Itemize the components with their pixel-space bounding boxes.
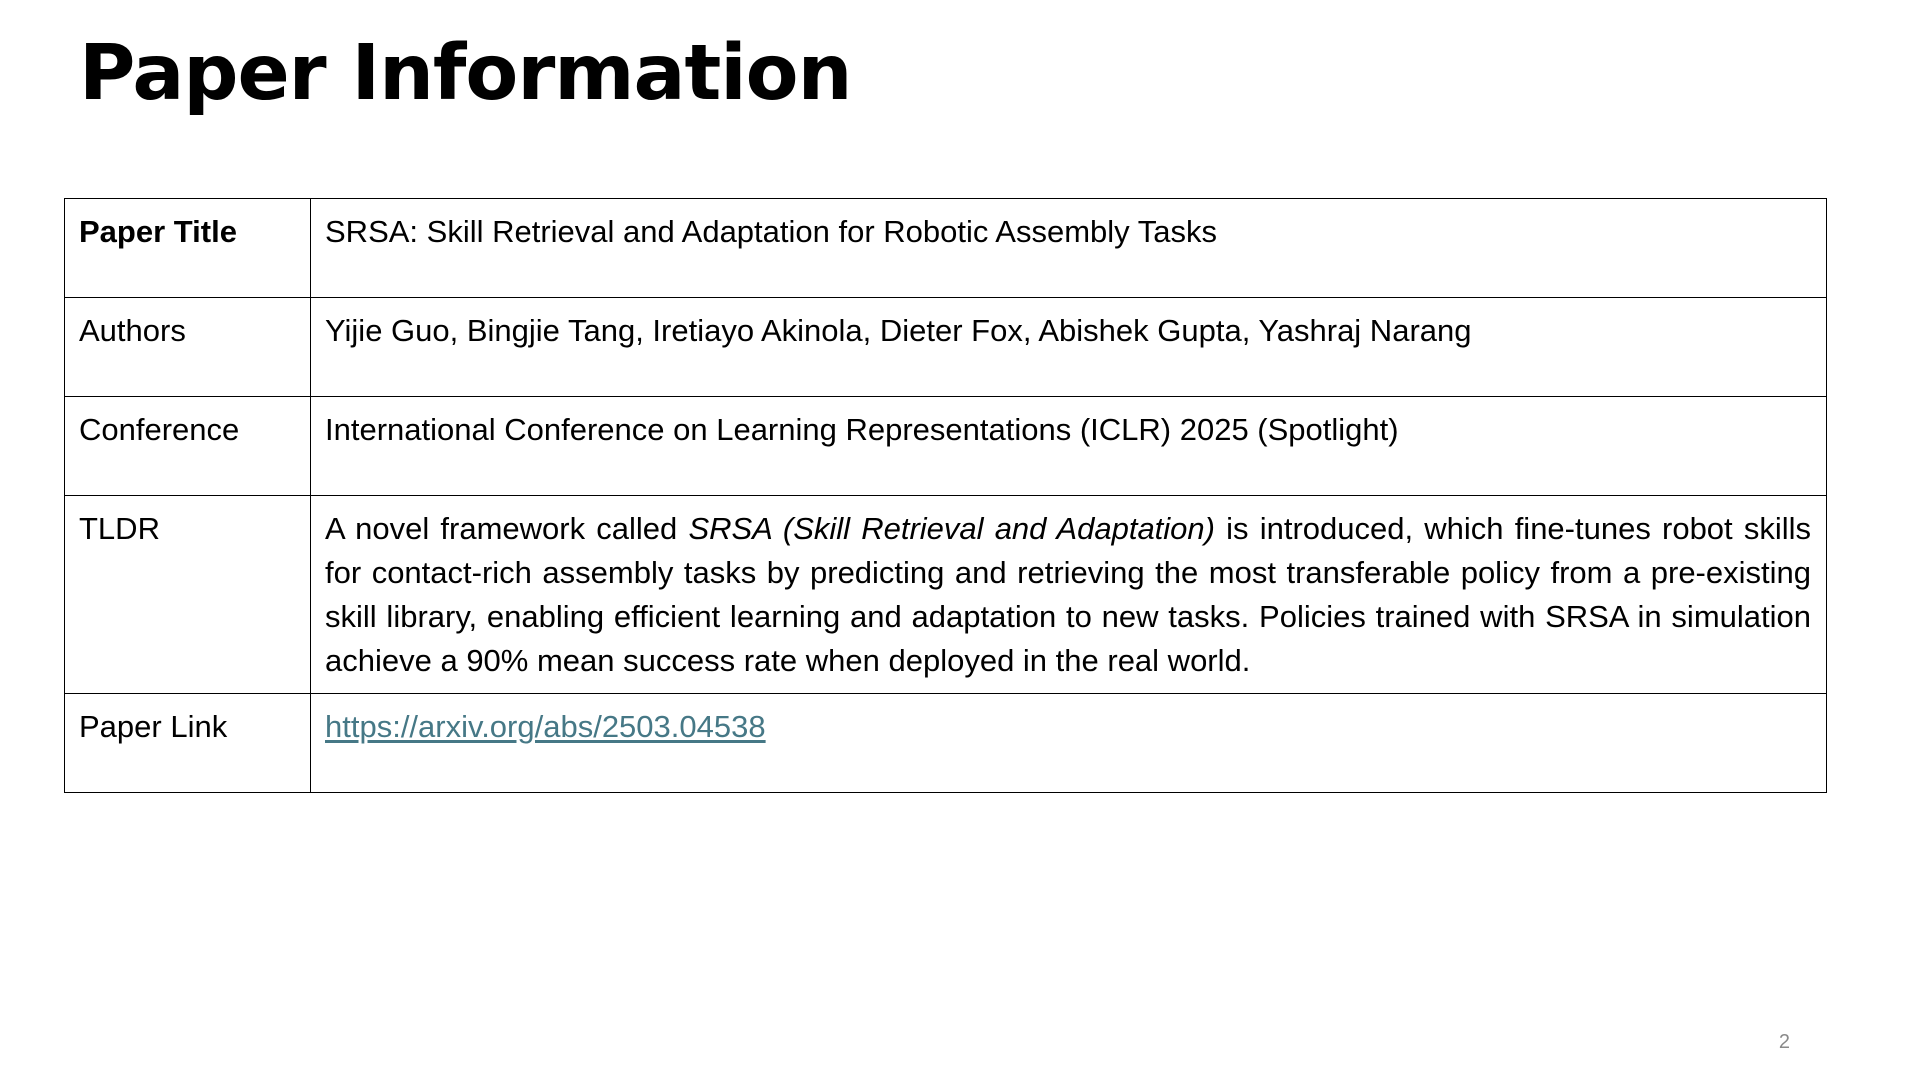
page-number: 2 <box>1778 1031 1790 1053</box>
label-tldr: TLDR <box>65 496 311 694</box>
tldr-text-emphasis: SRSA (Skill Retrieval and Adaptation) <box>688 511 1215 546</box>
value-authors: Yijie Guo, Bingjie Tang, Iretiayo Akinola, Dieter Fox, Abishek Gupta, Yashraj Narang <box>311 298 1827 397</box>
tldr-text-end: is introduced, which fine-tunes robot skills for contact-rich assembly tasks by predicting and retrieving the most transferable policy from a pre-existing skill library, enabling efficient learning and adaptation to new tasks. Policies trained with SRSA in simulation achieve a 90% mean success rate when deployed in the real world. <box>325 511 1811 678</box>
label-conference: Conference <box>65 397 311 496</box>
table-row-authors <box>65 298 1827 397</box>
table-row-conference <box>65 397 1827 496</box>
value-paper-title: SRSA: Skill Retrieval and Adaptation for Robotic Assembly Tasks <box>311 199 1827 298</box>
label-paper-title: Paper Title <box>65 199 311 298</box>
label-authors: Authors <box>65 298 311 397</box>
paper-info-table <box>64 198 1827 793</box>
label-paper-link: Paper Link <box>65 694 311 793</box>
value-paper-link-cell <box>311 694 1827 793</box>
table-row-paper-link <box>65 694 1827 793</box>
page-title: Paper Information <box>79 29 852 118</box>
table-row-paper-title <box>65 199 1827 298</box>
table-row-tldr <box>65 496 1827 694</box>
paper-link[interactable]: https://arxiv.org/abs/2503.04538 <box>325 709 766 744</box>
value-conference: International Conference on Learning Representations (ICLR) 2025 (Spotlight) <box>311 397 1827 496</box>
tldr-text-start: A novel framework called <box>325 511 689 546</box>
value-tldr <box>311 496 1827 694</box>
